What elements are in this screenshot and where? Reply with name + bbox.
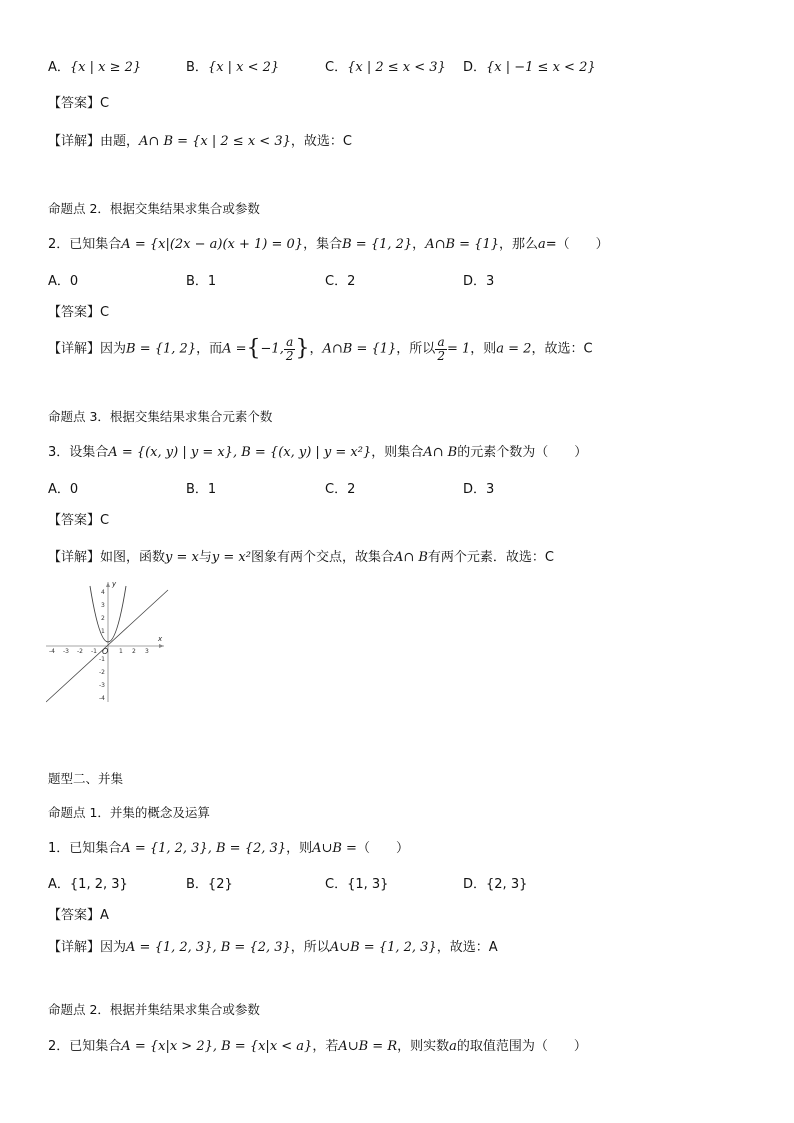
x-tick-label: 3 [145,648,149,655]
answer-line: 【答案】C [48,96,110,111]
question-stem: 1．已知集合A = {1, 2, 3}, B = {2, 3}，则A∪B =（ ） [48,841,409,856]
answer-line: 【答案】A [48,908,109,923]
option-b[interactable]: B．{x | x < 2} [186,60,280,75]
y-tick-label: -1 [99,656,105,663]
origin-label: O [102,647,109,656]
option-a[interactable]: A．0 [48,274,79,289]
y-tick-label: 2 [101,615,105,622]
option-b[interactable]: B．{2} [186,877,233,892]
section-heading: 命题点 3．根据交集结果求集合元素个数 [48,409,273,424]
detail-line: 【详解】如图，函数y = x与y = x²图象有两个交点，故集合A∩ B有两个元素．故选：C [48,550,554,565]
option-d[interactable]: D．3 [463,274,495,289]
detail-line: 【详解】因为B = {1, 2}，而A ={−1, $\frac{a}{2}$ }，A∩B = {1}，所以 $\frac{a}{2}$ = 1，则a = 2，故选：C [48,334,593,363]
y-tick-label: 3 [101,602,105,609]
fraction: $\frac{a}{2}$ [285,334,294,363]
x-tick-label: -2 [77,648,83,655]
option-a[interactable]: A．0 [48,482,79,497]
x-tick-label: -3 [63,648,69,655]
x-axis-label: x [158,635,163,643]
question-stem: 3．设集合A = {(x, y) | y = x}, B = {(x, y) | y = x²}，则集合A∩ B的元素个数为（ ） [48,445,588,460]
option-b[interactable]: B．1 [186,274,217,289]
question-stem: 2．已知集合A = {x|(2x − a)(x + 1) = 0}，集合B = {1, 2}，A∩B = {1}，那么a=（ ） [48,237,609,252]
option-d[interactable]: D．{2, 3} [463,877,528,892]
y-axis-arrow [106,582,110,587]
option-d[interactable]: D．3 [463,482,495,497]
detail-line: 【详解】因为A = {1, 2, 3}, B = {2, 3}，所以A∪B = {1, 2, 3}，故选：A [48,940,498,955]
y-tick-label: 1 [101,628,105,635]
option-c[interactable]: C．{1, 3} [325,877,389,892]
x-tick-label: 1 [119,648,123,655]
option-a[interactable]: A．{1, 2, 3} [48,877,128,892]
option-b[interactable]: B．1 [186,482,217,497]
x-tick-label: 2 [132,648,136,655]
section-heading: 命题点 1．并集的概念及运算 [48,805,210,820]
option-d[interactable]: D．{x | −1 ≤ x < 2} [463,60,596,75]
option-c[interactable]: C．2 [325,482,356,497]
section-heading: 命题点 2．根据交集结果求集合或参数 [48,201,260,216]
fraction: $\frac{a}{2}$ [437,334,445,363]
option-a[interactable]: A．{x | x ≥ 2} [48,60,142,75]
y-tick-label: 4 [101,589,105,596]
section-heading: 命题点 2．根据并集结果求集合或参数 [48,1002,260,1017]
y-tick-label: -2 [99,669,105,676]
answer-line: 【答案】C [48,513,110,528]
x-tick-label: -4 [49,648,55,655]
function-graph [46,578,170,704]
question-stem: 2．已知集合A = {x|x > 2}, B = {x|x < a}，若A∪B = R，则实数a的取值范围为（ ） [48,1039,587,1054]
x-axis-arrow [159,644,164,648]
y-tick-label: -4 [99,695,105,702]
answer-line: 【答案】C [48,305,110,320]
y-tick-label: -3 [99,682,105,689]
topic-heading: 题型二、并集 [48,771,124,786]
y-axis-label: y [112,580,117,588]
detail-line: 【详解】由题，A∩ B = {x | 2 ≤ x < 3}，故选：C [48,134,352,149]
x-tick-label: -1 [91,648,97,655]
option-c[interactable]: C．2 [325,274,356,289]
option-c[interactable]: C．{x | 2 ≤ x < 3} [325,60,446,75]
